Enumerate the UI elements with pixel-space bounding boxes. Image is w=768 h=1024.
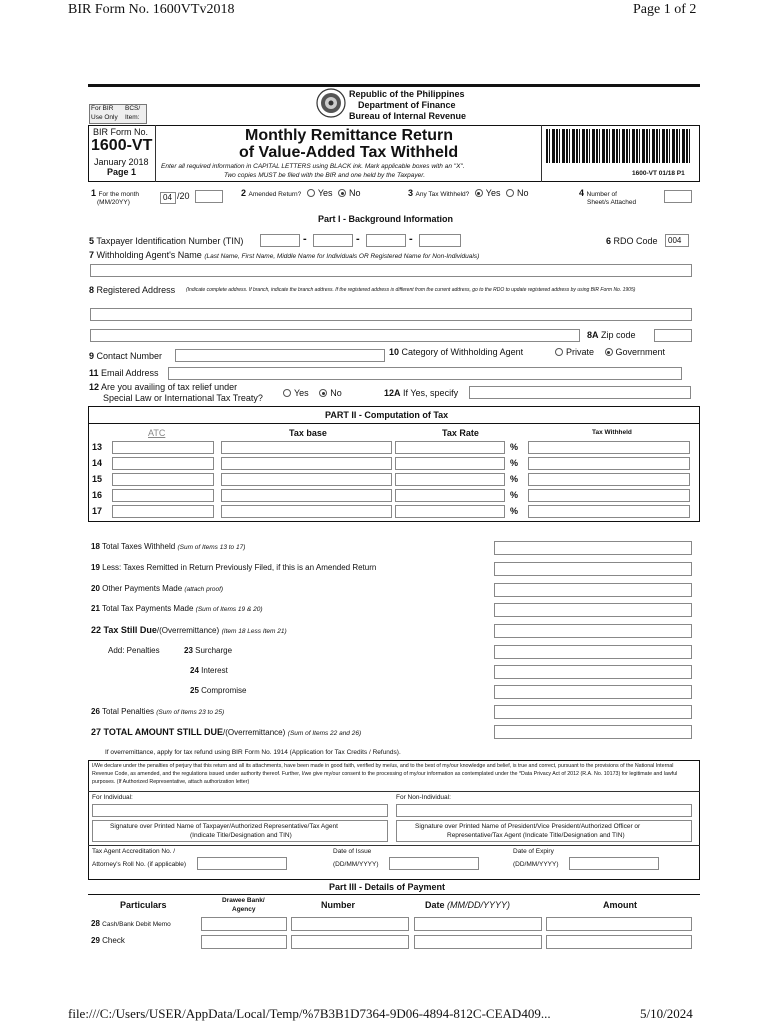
- cash-number-input[interactable]: [291, 917, 409, 931]
- part2-title: PART II - Computation of Tax: [325, 410, 449, 420]
- tin-input-4[interactable]: [419, 234, 461, 247]
- month-format: (MM/20YY): [97, 199, 130, 206]
- relief-no-radio[interactable]: [319, 389, 327, 397]
- summary-item-input[interactable]: [494, 624, 692, 638]
- percent-sign: %: [510, 474, 519, 484]
- date-expiry-label: Date of Expiry: [513, 848, 554, 855]
- zip-label: Zip code: [601, 330, 636, 340]
- percent-sign: %: [510, 490, 519, 500]
- agent-name-input[interactable]: [90, 264, 692, 277]
- surcharge-input[interactable]: [494, 645, 692, 659]
- document-title: BIR Form No. 1600VTv2018: [68, 2, 235, 17]
- tax-withheld-input[interactable]: [528, 505, 690, 518]
- nonindividual-signature-caption: Signature over Printed Name of President/Vice President/Authorized Officer or: [415, 823, 641, 830]
- cash-date-input[interactable]: [414, 917, 542, 931]
- tax-base-input[interactable]: [221, 473, 392, 486]
- amended-yes-radio[interactable]: [307, 189, 315, 197]
- individual-signature-input[interactable]: [92, 804, 388, 817]
- total-penalties-input[interactable]: [494, 705, 692, 719]
- private-radio[interactable]: [555, 348, 563, 356]
- summary-item-input[interactable]: [494, 583, 692, 597]
- tax-withheld-input[interactable]: [528, 457, 690, 470]
- tax-rate-input[interactable]: [395, 489, 505, 502]
- withheld-no-radio[interactable]: [506, 189, 514, 197]
- summary-item-input[interactable]: [494, 603, 692, 617]
- col-particulars: Particulars: [120, 900, 167, 910]
- total-due-input[interactable]: [494, 725, 692, 739]
- address-label: Registered Address: [96, 285, 176, 295]
- use-only-label: Use Only: [91, 114, 118, 121]
- interest-input[interactable]: [494, 665, 692, 679]
- for-bir-label: For BIR: [91, 105, 114, 112]
- bcs-label: BCS/: [125, 105, 141, 112]
- summary-item-label: Total Tax Payments Made: [101, 604, 194, 613]
- tax-rate-input[interactable]: [395, 505, 505, 518]
- email-input[interactable]: [168, 367, 682, 380]
- tax-base-input[interactable]: [221, 441, 392, 454]
- rdo-label: RDO Code: [613, 236, 658, 246]
- surcharge-label: Surcharge: [195, 646, 233, 655]
- withheld-yes-radio[interactable]: [475, 189, 483, 197]
- agent-name-label: Withholding Agent's Name: [96, 250, 202, 260]
- category-label: Category of Withholding Agent: [401, 347, 524, 357]
- tax-withheld-input[interactable]: [528, 473, 690, 486]
- form-number: 1600-VT: [91, 137, 153, 154]
- part1-title: Part I - Background Information: [318, 214, 454, 224]
- year-input[interactable]: [195, 190, 223, 203]
- form-date: January 2018: [94, 157, 149, 167]
- tin-input-2[interactable]: [313, 234, 353, 247]
- col-tax-rate: Tax Rate: [442, 428, 479, 438]
- specify-input[interactable]: [469, 386, 691, 399]
- form-title-line2: of Value-Added Tax Withheld: [239, 144, 459, 161]
- relief-label: Are you availing of tax relief under: [101, 382, 238, 392]
- sheets-label: Number of: [586, 191, 617, 198]
- tax-withheld-label: Any Tax Withheld?: [415, 191, 470, 198]
- government-radio[interactable]: [605, 348, 613, 356]
- contact-input[interactable]: [175, 349, 385, 362]
- bir-seal-icon: [316, 88, 346, 118]
- barcode-code: 1600-VT 01/18 P1: [632, 170, 685, 177]
- tin-input-3[interactable]: [366, 234, 406, 247]
- address-input-2[interactable]: [90, 329, 580, 342]
- declaration-text: I/We declare under the penalties of perjury that this return and all its attachments, have been made in good faith, verified by me/us, and to the best of my/our knowledge and belief, is true and correct, pursuant to the provisions of the National Internal Revenue Code, as amended, and the regulations issued under authority thereof. Further, I/we give my/our consent to the processing of my/our information as contemplated under the *Data Privacy Act of 2012 (R.A. No. 10173) for legitimate and lawful purposes. (If Authorized Representative, attach authorization letter): [92, 763, 678, 785]
- instructions-line2: Two copies MUST be filed with the BIR and one held by the Taxpayer.: [224, 172, 426, 179]
- col-atc: ATC: [148, 428, 166, 438]
- atc-input[interactable]: [112, 473, 214, 486]
- form-page: Page 1: [107, 167, 137, 177]
- date-issue-input[interactable]: [389, 857, 479, 870]
- check-date-input[interactable]: [414, 935, 542, 949]
- atc-input[interactable]: [112, 441, 214, 454]
- col-number: Number: [321, 900, 356, 910]
- republic-label: Republic of the Philippines: [349, 89, 465, 99]
- col-amount: Amount: [603, 900, 637, 910]
- email-label: Email Address: [101, 368, 159, 378]
- page-number: Page 1 of 2: [633, 2, 697, 17]
- summary-item-input[interactable]: [494, 541, 692, 555]
- sheets-label2: Sheet/s Attached: [587, 199, 637, 206]
- sheets-input[interactable]: [664, 190, 692, 203]
- month-label: For the month: [98, 191, 139, 198]
- print-date: 5/10/2024: [640, 1006, 693, 1021]
- accreditation-label: Tax Agent Accreditation No. /: [92, 848, 176, 855]
- instructions-line1: Enter all required information in CAPITAL LETTERS using BLACK ink. Mark applicable boxes with an "X".: [161, 163, 465, 170]
- atc-input[interactable]: [112, 505, 214, 518]
- tax-withheld-input[interactable]: [528, 489, 690, 502]
- item-label: Item:: [125, 114, 140, 121]
- cash-memo-label: Cash/Bank Debit Memo: [102, 921, 171, 928]
- compromise-label: Compromise: [201, 686, 247, 695]
- percent-sign: %: [510, 442, 519, 452]
- accreditation-input[interactable]: [197, 857, 287, 870]
- amended-label: Amended Return?: [248, 191, 302, 198]
- tax-rate-input[interactable]: [395, 473, 505, 486]
- row-number: 14: [92, 458, 103, 468]
- percent-sign: %: [510, 506, 519, 516]
- summary-item-input[interactable]: [494, 562, 692, 576]
- form-title-line1: Monthly Remittance Return: [245, 127, 454, 144]
- row-number: 16: [92, 490, 103, 500]
- zip-input[interactable]: [654, 329, 692, 342]
- address-input-1[interactable]: [90, 308, 692, 321]
- relief-yes-radio[interactable]: [283, 389, 291, 397]
- part3-title: Part III - Details of Payment: [329, 882, 446, 892]
- amended-no-radio[interactable]: [338, 189, 346, 197]
- address-hint: (Indicate complete address. If branch, indicate the branch address. If the registered address is different from the current address, go to the RDO to update registered address by using BIR Form No. 1905): [186, 287, 636, 293]
- tax-rate-input[interactable]: [395, 441, 505, 454]
- col-drawee: Drawee Bank/: [222, 897, 265, 904]
- tax-base-input[interactable]: [221, 489, 392, 502]
- item-1-number: 1: [91, 188, 97, 198]
- summary-item-label: Less: Taxes Remitted in Return Previously Filed, if this is an Amended Return: [102, 563, 377, 572]
- for-nonindividual-label: For Non-Individual:: [396, 794, 451, 801]
- date-expiry-input[interactable]: [569, 857, 659, 870]
- date-issue-label: Date of Issue: [333, 848, 372, 855]
- overremittance-note: If overremittance, apply for tax refund using BIR Form No. 1914 (Application for Tax Credits / Refunds).: [105, 749, 401, 756]
- tax-rate-input[interactable]: [395, 457, 505, 470]
- tax-base-input[interactable]: [221, 457, 392, 470]
- add-penalties-label: Add: Penalties: [108, 646, 160, 655]
- form-top-rule: [88, 84, 700, 87]
- nonindividual-signature-input[interactable]: [396, 804, 692, 817]
- atc-input[interactable]: [112, 457, 214, 470]
- cash-amount-input[interactable]: [546, 917, 692, 931]
- percent-sign: %: [510, 458, 519, 468]
- file-path: file:///C:/Users/USER/AppData/Local/Temp/%7B3B1D7364-9D06-4894-812C-CEAD409...: [68, 1006, 551, 1021]
- individual-signature-caption: Signature over Printed Name of Taxpayer/Authorized Representative/Tax Agent: [110, 823, 338, 830]
- row-number: 15: [92, 474, 103, 484]
- tax-withheld-input[interactable]: [528, 441, 690, 454]
- bureau-label: Bureau of Internal Revenue: [349, 111, 467, 121]
- month-input[interactable]: 04: [160, 192, 176, 204]
- summary-item-label: Tax Still Due: [103, 625, 157, 635]
- tin-input-1[interactable]: [260, 234, 300, 247]
- rdo-input[interactable]: 004: [665, 234, 689, 247]
- col-date: Date: [425, 900, 445, 910]
- summary-item-label: Total Taxes Withheld: [101, 542, 176, 551]
- tax-base-input[interactable]: [221, 505, 392, 518]
- contact-label: Contact Number: [96, 351, 163, 361]
- total-due-label: TOTAL AMOUNT STILL DUE: [103, 727, 224, 737]
- check-amount-input[interactable]: [546, 935, 692, 949]
- col-tax-base: Tax base: [289, 428, 327, 438]
- cash-drawee-input[interactable]: [201, 917, 287, 931]
- barcode-image: [546, 129, 692, 163]
- interest-label: Interest: [201, 666, 228, 675]
- dept-label: Department of Finance: [358, 100, 456, 110]
- total-penalties-label: Total Penalties: [101, 707, 155, 716]
- check-label: Check: [102, 936, 125, 945]
- tin-label: Taxpayer Identification Number (TIN): [96, 236, 244, 246]
- atc-input[interactable]: [112, 489, 214, 502]
- year-slash: /20: [177, 191, 190, 201]
- row-number: 13: [92, 442, 103, 452]
- specify-label: If Yes, specify: [403, 388, 459, 398]
- check-number-input[interactable]: [291, 935, 409, 949]
- check-drawee-input[interactable]: [201, 935, 287, 949]
- form-no-label: BIR Form No.: [93, 127, 149, 137]
- for-individual-label: For Individual:: [92, 794, 133, 801]
- summary-item-label: Other Payments Made: [102, 584, 183, 593]
- col-tax-withheld: Tax Withheld: [592, 429, 632, 436]
- row-number: 17: [92, 506, 103, 516]
- compromise-input[interactable]: [494, 685, 692, 699]
